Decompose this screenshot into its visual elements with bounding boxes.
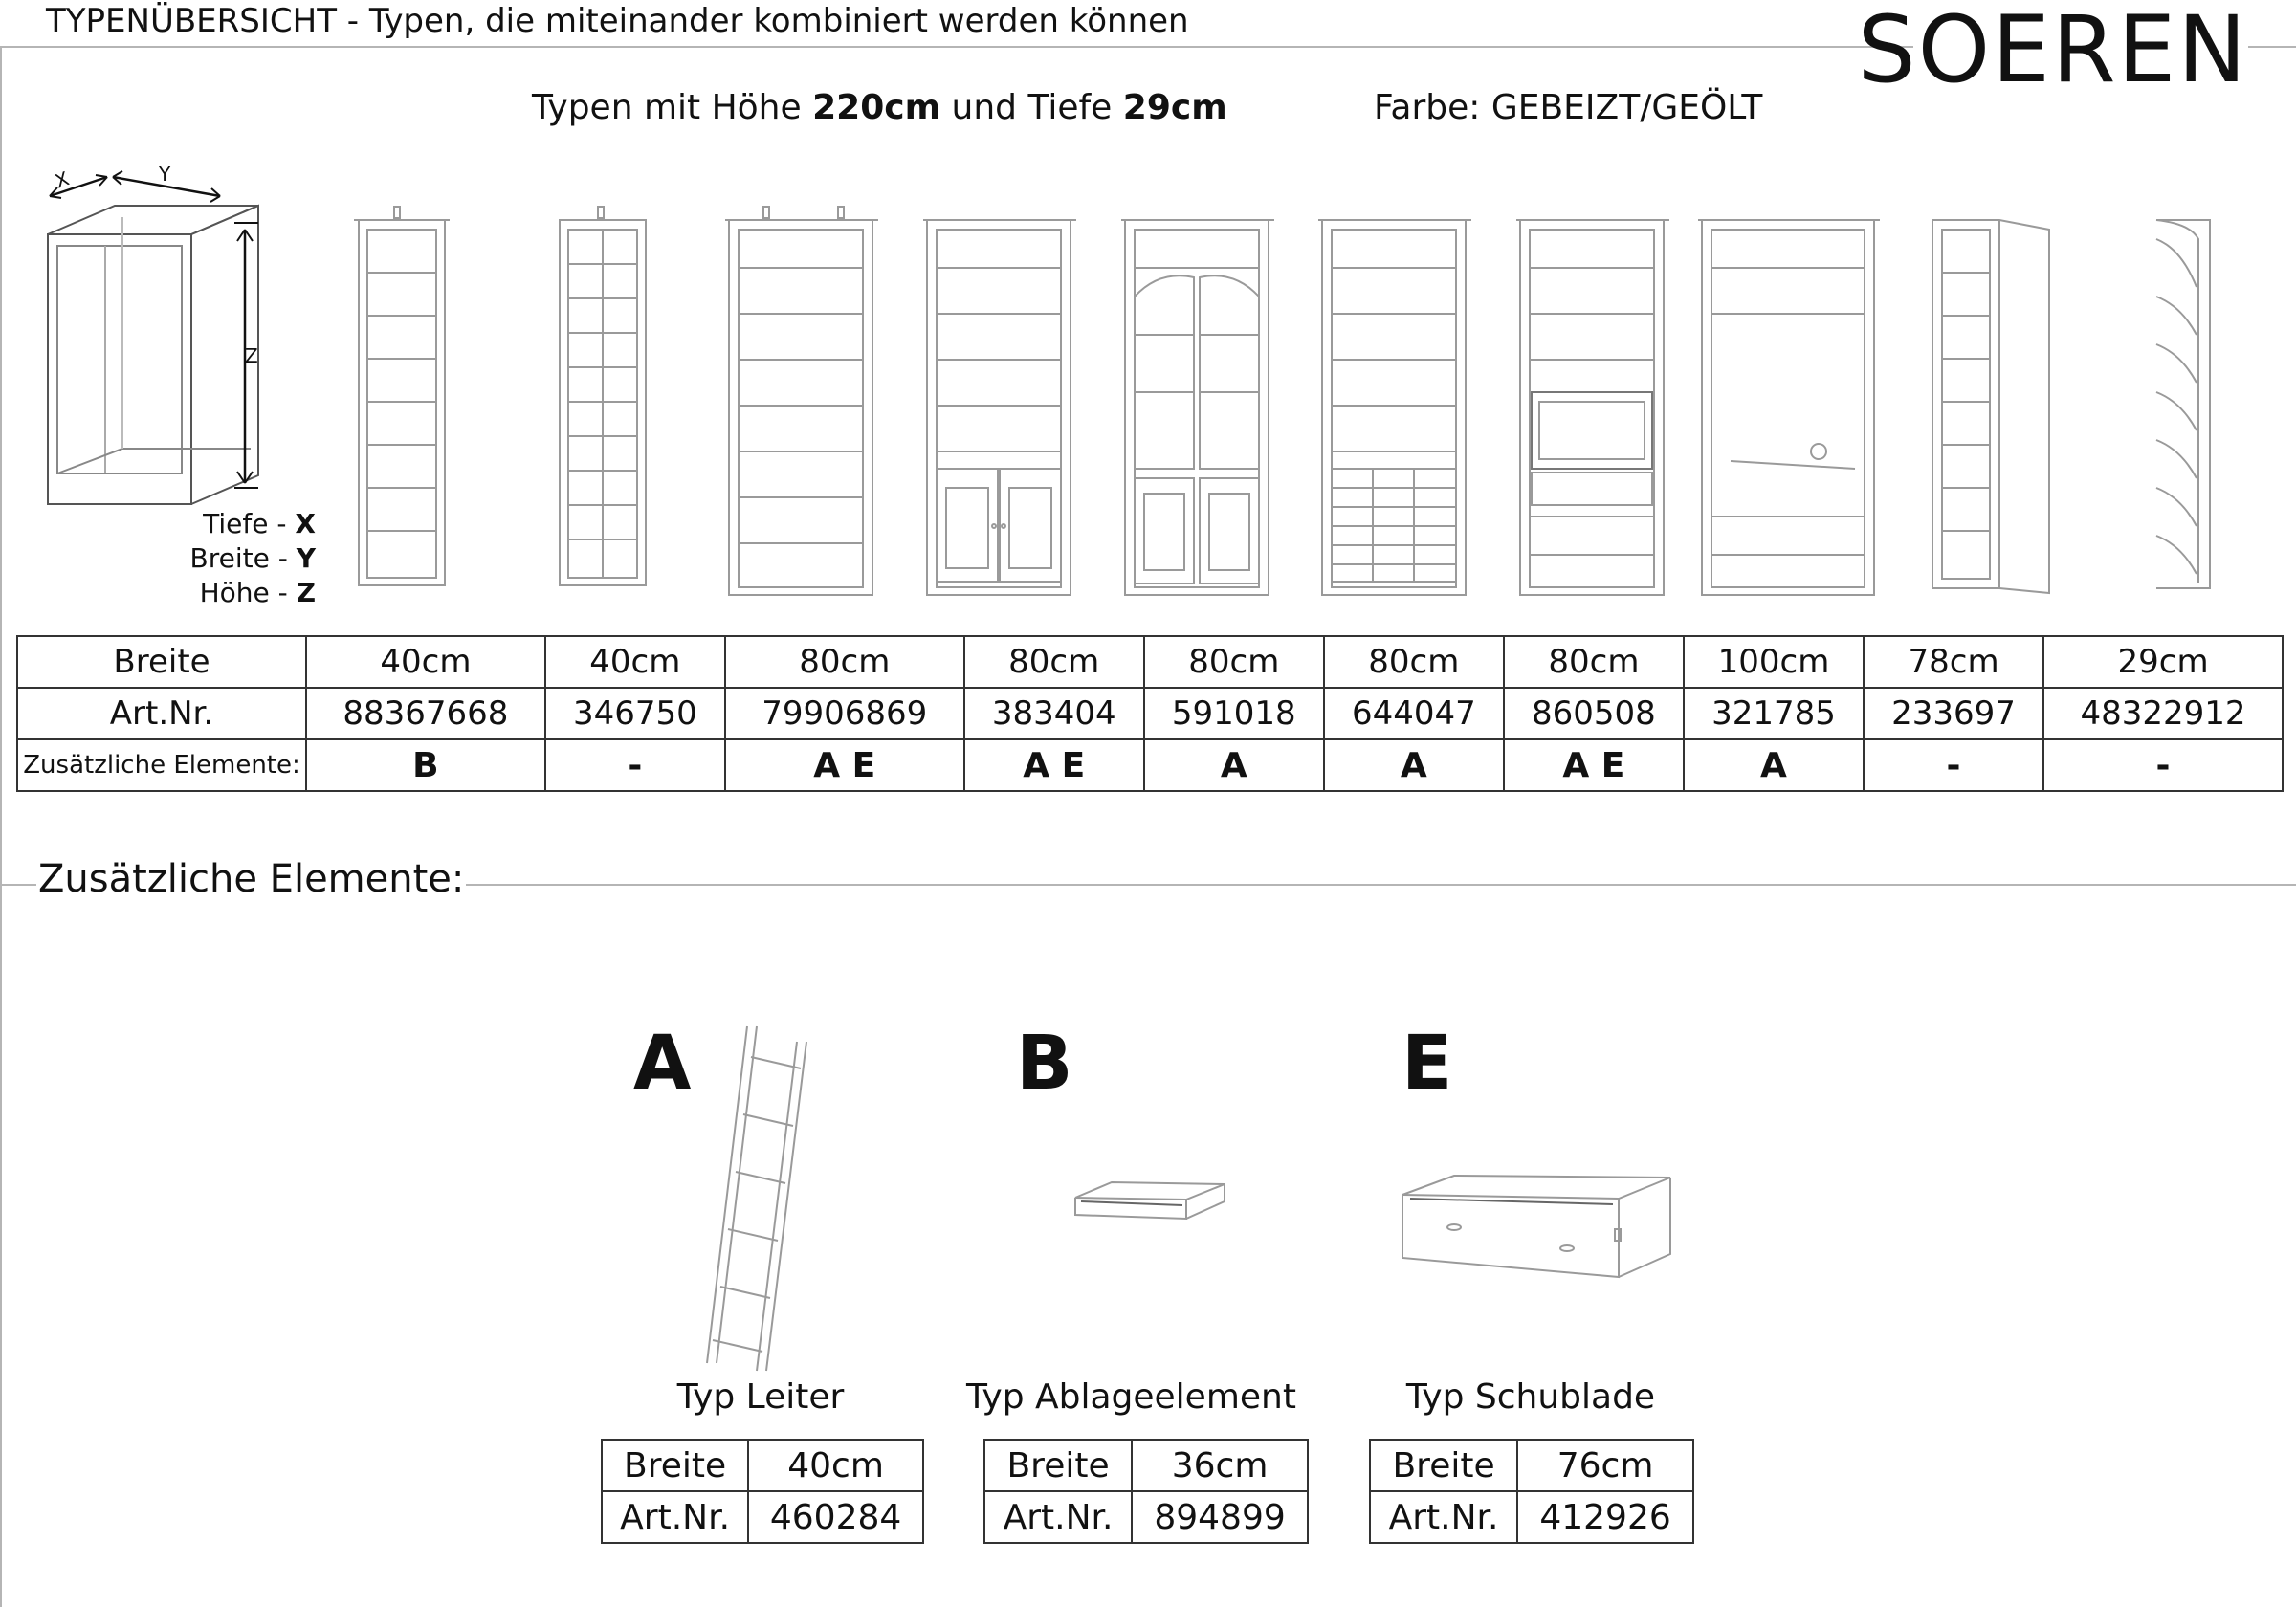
legend-depth-label: Tiefe -	[203, 508, 296, 539]
tv-unit-drawing	[1698, 201, 1880, 598]
element-e-width-label: Breite	[1370, 1440, 1517, 1491]
element-a-art-label: Art.Nr.	[602, 1491, 748, 1543]
element-e-table	[1369, 1439, 1694, 1544]
dimensions-subtitle	[532, 88, 1227, 127]
cell-extras: A E	[725, 739, 964, 791]
shelf-element-icon	[1071, 1177, 1229, 1234]
element-a-table	[601, 1439, 924, 1544]
cell-width: 40cm	[306, 636, 545, 688]
height-value: 220cm	[812, 88, 941, 127]
section-title-additional: Zusätzliche Elemente:	[38, 857, 465, 901]
subtitle-middle: und Tiefe	[940, 88, 1123, 127]
cell-extras: A E	[1504, 739, 1684, 791]
corner-shelf-drawing	[1923, 201, 2057, 598]
dimension-cube-diagram	[29, 158, 277, 512]
cell-art-nr: 233697	[1864, 688, 2043, 739]
depth-value: 29cm	[1122, 88, 1227, 127]
legend-height-label: Höhe -	[199, 577, 297, 608]
element-e-art-nr: 412926	[1517, 1491, 1693, 1543]
row-label-extras: Zusätzliche Elemente:	[17, 739, 306, 791]
subtitle-prefix: Typen mit Höhe	[532, 88, 813, 127]
drawer-icon	[1397, 1172, 1674, 1287]
cell-extras: -	[545, 739, 725, 791]
header-frame-line	[0, 46, 1913, 48]
row-label-width: Breite	[17, 636, 306, 688]
legend-depth	[144, 507, 316, 541]
cell-width: 78cm	[1864, 636, 2043, 688]
cell-width: 80cm	[1324, 636, 1504, 688]
cell-width: 40cm	[545, 636, 725, 688]
cell-art-nr: 860508	[1504, 688, 1684, 739]
shelf-narrow-cd-drawing	[555, 201, 651, 588]
shelf-narrow-drawing	[354, 201, 450, 588]
cell-art-nr: 383404	[964, 688, 1144, 739]
legend-width-label: Breite -	[189, 542, 297, 574]
cell-width: 80cm	[1504, 636, 1684, 688]
types-table	[16, 635, 2284, 792]
shelf-drawers-drawing	[1318, 201, 1471, 598]
row-label-art-nr: Art.Nr.	[17, 688, 306, 739]
legend-height-axis: Z	[296, 577, 316, 608]
color-info: Farbe: GEBEIZT/GEÖLT	[1374, 88, 1763, 127]
element-b-table	[983, 1439, 1309, 1544]
element-title-a: Typ Leiter	[676, 1377, 845, 1417]
element-b-art-label: Art.Nr.	[984, 1491, 1132, 1543]
shelf-tv-box-drawing	[1516, 201, 1669, 598]
cell-width: 80cm	[725, 636, 964, 688]
shelf-doors-drawing	[923, 201, 1076, 598]
axis-legend	[144, 507, 316, 610]
cell-art-nr: 591018	[1144, 688, 1324, 739]
brand-logo: SOEREN	[1857, 0, 2248, 103]
table-row-art-nr	[17, 688, 2283, 739]
element-title-b: Typ Ablageelement	[966, 1377, 1296, 1417]
legend-height	[144, 576, 316, 610]
element-title-e: Typ Schublade	[1405, 1377, 1656, 1417]
axis-label-y: Y	[159, 163, 171, 186]
table-row-width	[17, 636, 2283, 688]
table-row-extras	[17, 739, 2283, 791]
cell-art-nr: 321785	[1684, 688, 1864, 739]
element-a-width-label: Breite	[602, 1440, 748, 1491]
cell-extras: -	[1864, 739, 2043, 791]
cell-extras: A	[1324, 739, 1504, 791]
element-letter-b: B	[1016, 1021, 1073, 1107]
vitrine-drawing	[1121, 201, 1274, 598]
frame-left-line	[0, 46, 2, 1607]
element-letter-e: E	[1402, 1021, 1453, 1107]
element-b-art-nr: 894899	[1132, 1491, 1308, 1543]
element-a-width: 40cm	[748, 1440, 923, 1491]
ladder-icon	[703, 1019, 818, 1373]
cell-art-nr: 346750	[545, 688, 725, 739]
element-b-width: 36cm	[1132, 1440, 1308, 1491]
cell-width: 29cm	[2043, 636, 2283, 688]
cell-extras: A E	[964, 739, 1144, 791]
legend-depth-axis: X	[295, 508, 316, 539]
legend-width	[144, 541, 316, 576]
cell-width: 100cm	[1684, 636, 1864, 688]
element-e-width: 76cm	[1517, 1440, 1693, 1491]
element-letter-a: A	[633, 1021, 692, 1107]
document-title: TYPENÜBERSICHT - Typen, die miteinander kombiniert werden können	[46, 2, 1189, 40]
element-b-width-label: Breite	[984, 1440, 1132, 1491]
axis-label-z: Z	[245, 344, 258, 367]
element-e-art-label: Art.Nr.	[1370, 1491, 1517, 1543]
cell-extras: B	[306, 739, 545, 791]
cell-extras: -	[2043, 739, 2283, 791]
cell-art-nr: 79906869	[725, 688, 964, 739]
shelf-wide-drawing	[725, 201, 878, 598]
cell-width: 80cm	[964, 636, 1144, 688]
cell-art-nr: 644047	[1324, 688, 1504, 739]
cell-extras: A	[1144, 739, 1324, 791]
cell-extras: A	[1684, 739, 1864, 791]
axis-label-x: X	[52, 166, 73, 193]
cell-art-nr: 48322912	[2043, 688, 2283, 739]
cell-width: 80cm	[1144, 636, 1324, 688]
header-frame-line-right	[2248, 46, 2296, 48]
end-shelf-drawing	[2143, 201, 2219, 598]
legend-width-axis: Y	[296, 542, 316, 574]
element-a-art-nr: 460284	[748, 1491, 923, 1543]
cell-art-nr: 88367668	[306, 688, 545, 739]
